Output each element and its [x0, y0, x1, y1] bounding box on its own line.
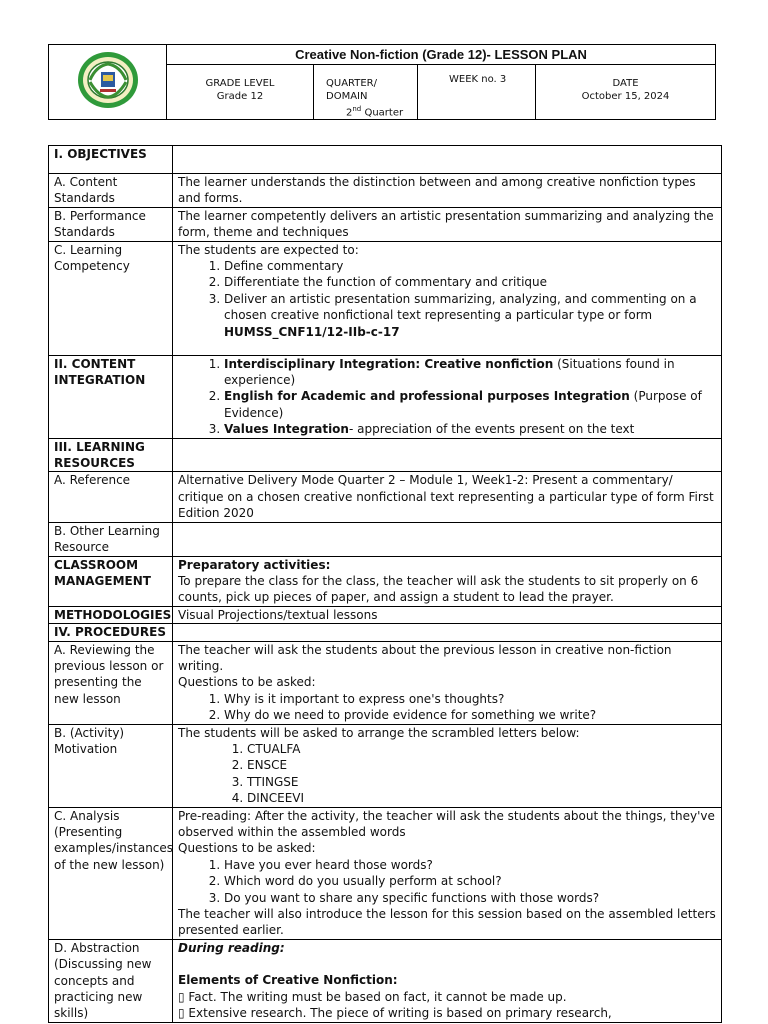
page-title: Creative Non-fiction (Grade 12)- LESSON PLAN: [167, 45, 716, 65]
school-seal-icon: [76, 50, 140, 110]
grade-level-value: Grade 12: [216, 91, 264, 102]
preparatory-text: To prepare the class for the class, the teacher will ask the students to sit properly on 6 counts, pick up pieces of paper, and assign a student to lead the prayer.: [178, 573, 699, 605]
methodologies-label: METHODOLOGIES: [49, 606, 173, 623]
review-questions-label: Questions to be asked:: [178, 675, 316, 690]
motivation-intro: The students will be asked to arrange the scrambled letters below:: [178, 725, 580, 740]
quarter-label-2: DOMAIN: [326, 91, 368, 102]
quarter-cell: [314, 65, 418, 120]
elements-heading: Elements of Creative Nonfiction:: [178, 973, 398, 988]
list-item: 1. Define commentary: [224, 258, 716, 274]
analysis-questions-label: Questions to be asked:: [178, 841, 316, 856]
date-label: DATE: [612, 78, 639, 89]
learning-resources-empty-cell: [173, 438, 722, 472]
classroom-management-cell: [173, 556, 722, 606]
performance-standards-label: B. Performance Standards: [49, 207, 173, 241]
list-item: 3. Do you want to share any specific functions with those words?: [224, 890, 716, 906]
review-cell: [173, 641, 722, 724]
review-label: A. Reviewing the previous lesson or presenting the new lesson: [49, 641, 173, 724]
list-item: 2. Which word do you usually perform at school?: [224, 873, 716, 889]
analysis-intro: Pre-reading: After the activity, the teacher will ask the students about the things, they've observed within the assembled words: [178, 808, 715, 839]
other-resource-text: [173, 522, 722, 556]
date-cell: [536, 65, 716, 120]
integration-item-rest: (Situations found in experience): [224, 356, 675, 388]
quarter-num: 2: [346, 107, 353, 119]
integration-item-bold: Interdisciplinary Integration: Creative nonfiction: [224, 356, 554, 371]
element-item: [178, 989, 716, 1005]
list-item: 4. DINCEEVI: [247, 790, 716, 806]
during-reading-heading: During reading:: [178, 940, 285, 955]
quarter-sup: nd: [352, 105, 362, 113]
element-text: Fact. The writing must be based on fact, it cannot be made up.: [184, 989, 567, 1004]
list-item: [224, 356, 716, 389]
analysis-cell: [173, 807, 722, 939]
week-cell: [418, 65, 536, 120]
element-text: Extensive research. The piece of writing is based on primary research,: [184, 1006, 612, 1021]
list-item: [224, 291, 716, 340]
competency-code: HUMSS_CNF11/12-IIb-c-17: [224, 324, 400, 339]
scrambled-words-list: [178, 741, 716, 807]
integration-item-bold: English for Academic and professional purposes Integration: [224, 389, 630, 404]
analysis-outro: The teacher will also introduce the lesson for this session based on the assembled letters presented earlier.: [178, 907, 716, 938]
other-resource-label: B. Other Learning Resource: [49, 522, 173, 556]
objectives-heading: I. OBJECTIVES: [49, 146, 173, 174]
grade-level-label: GRADE LEVEL: [205, 78, 275, 89]
content-integration-label: II. CONTENT INTEGRATION: [49, 355, 173, 438]
procedures-empty-cell: [173, 624, 722, 641]
list-item: 1. Why is it important to express one's thoughts?: [224, 691, 716, 707]
list-item: 2. Why do we need to provide evidence for something we write?: [224, 707, 716, 723]
list-item: [224, 421, 716, 437]
list-item: 2. ENSCE: [247, 757, 716, 773]
list-item: 2. Differentiate the function of commentary and critique: [224, 274, 716, 290]
learning-resources-heading: III. LEARNING RESOURCES: [49, 438, 173, 472]
competency-intro: The students are expected to:: [178, 242, 359, 257]
integration-item-rest: (Purpose of Evidence): [224, 389, 702, 420]
performance-standards-text: The learner competently delivers an artistic presentation summarizing and analyzing the form, theme and techniques: [173, 207, 722, 241]
header-table: [48, 44, 716, 120]
bullet-icon: ▯: [178, 989, 185, 1004]
reference-text: Alternative Delivery Mode Quarter 2 – Module 1, Week1-2: Present a commentary/ critique on a chosen creative nonfictional text representing a particular type of form First Edition 2020: [173, 472, 722, 522]
lesson-plan-table: [48, 145, 722, 1023]
content-standards-text: The learner understands the distinction between and among creative nonfiction types and forms.: [173, 174, 722, 208]
content-integration-cell: [173, 355, 722, 438]
learning-competency-cell: [173, 241, 722, 355]
objectives-empty-cell: [173, 146, 722, 174]
quarter-label-1: QUARTER/: [326, 78, 377, 89]
learning-competency-label: C. Learning Competency: [49, 241, 173, 355]
element-item: [178, 1005, 716, 1021]
analysis-label: C. Analysis (Presenting examples/instances of the new lesson): [49, 807, 173, 939]
abstraction-label: D. Abstraction (Discussing new concepts and practicing new skills): [49, 939, 173, 1022]
classroom-management-label: CLASSROOM MANAGEMENT: [49, 556, 173, 606]
list-item: 3. TTINGSE: [247, 774, 716, 790]
list-item: [224, 388, 716, 421]
motivation-label: B. (Activity) Motivation: [49, 724, 173, 807]
reference-label: A. Reference: [49, 472, 173, 522]
grade-level-cell: [167, 65, 314, 120]
integration-item-bold: Values Integration: [224, 422, 349, 437]
preparatory-heading: Preparatory activities:: [178, 557, 331, 572]
date-value: October 15, 2024: [581, 91, 670, 102]
review-intro: The teacher will ask the students about the previous lesson in creative non-fiction writing.: [178, 642, 672, 673]
review-list: [178, 691, 716, 724]
school-logo-cell: [49, 45, 167, 120]
integration-list: [178, 356, 716, 438]
competency-item-text: Deliver an artistic presentation summarizing, analyzing, and commenting on a chosen creative nonfictional text representing a particular type or form: [224, 291, 697, 323]
content-standards-label: A. Content Standards: [49, 174, 173, 208]
abstraction-cell: [173, 939, 722, 1022]
methodologies-text: Visual Projections/textual lessons: [173, 606, 722, 623]
competency-list: [178, 258, 716, 340]
integration-item-rest: - appreciation of the events present on the text: [348, 422, 635, 437]
procedures-heading: IV. PROCEDURES: [49, 624, 173, 641]
analysis-list: [178, 857, 716, 906]
quarter-word: Quarter: [361, 107, 404, 119]
blank-line: [178, 956, 716, 972]
list-item: 1. CTUALFA: [247, 741, 716, 757]
bullet-icon: ▯: [178, 1006, 185, 1021]
week-label: WEEK no. 3: [449, 74, 507, 85]
list-item: 1. Have you ever heard those words?: [224, 857, 716, 873]
quarter-value: [326, 103, 417, 119]
motivation-cell: [173, 724, 722, 807]
